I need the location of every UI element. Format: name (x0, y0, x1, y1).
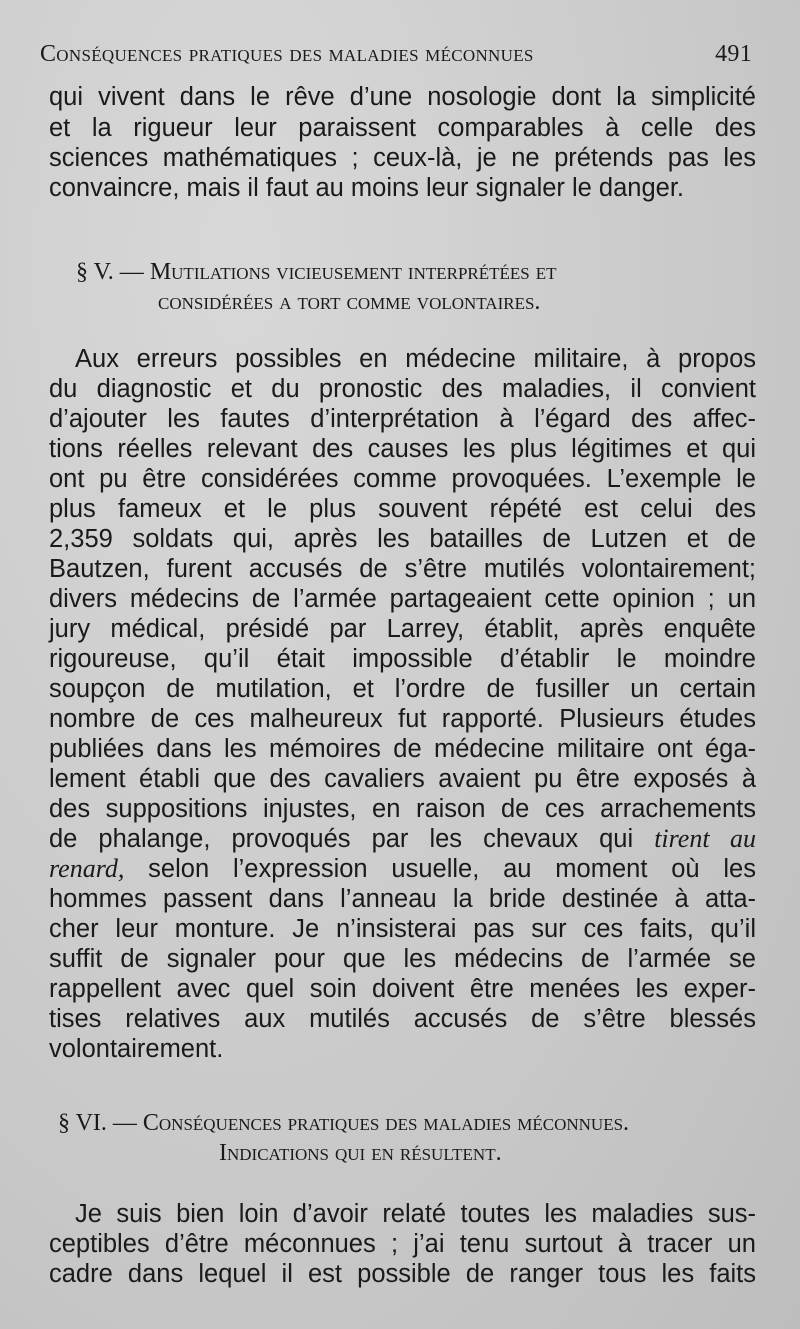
text-line: convaincre, mais il faut au moins leur signaler le danger. (49, 174, 684, 202)
text-run: selon l’expression usuelle, au moment où les (148, 855, 756, 883)
section-heading-5-continued (158, 287, 540, 317)
section-title-line: Mutilations vicieusement interprétées et (149, 259, 557, 285)
text-line: rigoureuse, qu’il était impossible d’établir le moindre (49, 645, 756, 673)
text-line-with-italic (49, 854, 756, 884)
italic-text-run: tirent au (654, 824, 757, 853)
text-line: hommes passent dans l’anneau la bride destinée à atta- (49, 885, 756, 913)
text-line: qui vivent dans le rêve d’une nosologie dont la simplicité (49, 83, 756, 111)
text-line: jury médical, présidé par Larrey, établit, après enquête (49, 615, 756, 643)
text-line: Aux erreurs possibles en médecine militaire, à propos (75, 345, 756, 373)
text-line: d’ajouter les fautes d’interprétation à l’égard des affec- (49, 405, 756, 433)
section-title-line: considérées a tort comme volontaires. (158, 289, 541, 315)
text-line: suffit de signaler pour que les médecins de l’armée se (49, 945, 756, 973)
text-line: Je suis bien loin d’avoir relaté toutes les maladies sus- (75, 1200, 756, 1228)
running-head (40, 38, 752, 70)
text-line: 2,359 soldats qui, après les batailles de Lutzen et de (49, 525, 756, 553)
text-line: ont pu être considérées comme provoquées. L’exemple le (49, 465, 756, 493)
text-line: cher leur monture. Je n’insisterai pas sur ces faits, qu’il (49, 915, 756, 943)
section-heading-6-continued (219, 1138, 502, 1168)
text-line: et la rigueur leur paraissent comparables à celle des (49, 114, 756, 142)
text-line: plus fameux et le plus souvent répété est celui des (49, 495, 756, 523)
text-line: volontairement. (49, 1035, 224, 1063)
text-line: tises relatives aux mutilés accusés de s’être blessés (49, 1005, 756, 1033)
text-line: tions réelles relevant des causes les plus légitimes et qui (49, 435, 756, 463)
section-number: § V. — (76, 259, 144, 285)
text-line: du diagnostic et du pronostic des maladies, il convient (49, 375, 756, 403)
text-line: divers médecins de l’armée partageaient cette opinion ; un (49, 585, 756, 613)
text-line: ceptibles d’être méconnues ; j’ai tenu surtout à tracer un (49, 1230, 756, 1258)
text-line: nombre de ces malheureux fut rapporté. Plusieurs études (49, 705, 756, 733)
section-title-line: Indications qui en résultent. (219, 1140, 502, 1166)
text-line: cadre dans lequel il est possible de ranger tous les faits (49, 1260, 756, 1288)
italic-text-run: renard, (49, 854, 125, 883)
text-line: sciences mathématiques ; ceux-là, je ne prétends pas les (49, 144, 756, 172)
text-line: Bautzen, furent accusés de s’être mutilés volontairement; (49, 555, 756, 583)
text-line: lement établi que des cavaliers avaient pu être exposés à (49, 765, 756, 793)
page-number: 491 (715, 41, 752, 67)
text-run: de phalange, provoqués par les chevaux qui (49, 825, 634, 853)
text-line: publiées dans les mémoires de médecine militaire ont éga- (49, 735, 756, 763)
running-head-title: Conséquences pratiques des maladies méconnues (40, 41, 534, 67)
section-number: § VI. — (58, 1110, 137, 1136)
section-heading-6 (58, 1108, 629, 1138)
text-line: soupçon de mutilation, et l’ordre de fusiller un certain (49, 675, 756, 703)
section-title-line: Conséquences pratiques des maladies méconnues. (142, 1110, 630, 1136)
text-line: rappellent avec quel soin doivent être menées les exper- (49, 975, 756, 1003)
text-line-with-italic (49, 824, 756, 854)
text-line: des suppositions injustes, en raison de ces arrachements (49, 795, 756, 823)
section-heading-5 (76, 257, 557, 287)
